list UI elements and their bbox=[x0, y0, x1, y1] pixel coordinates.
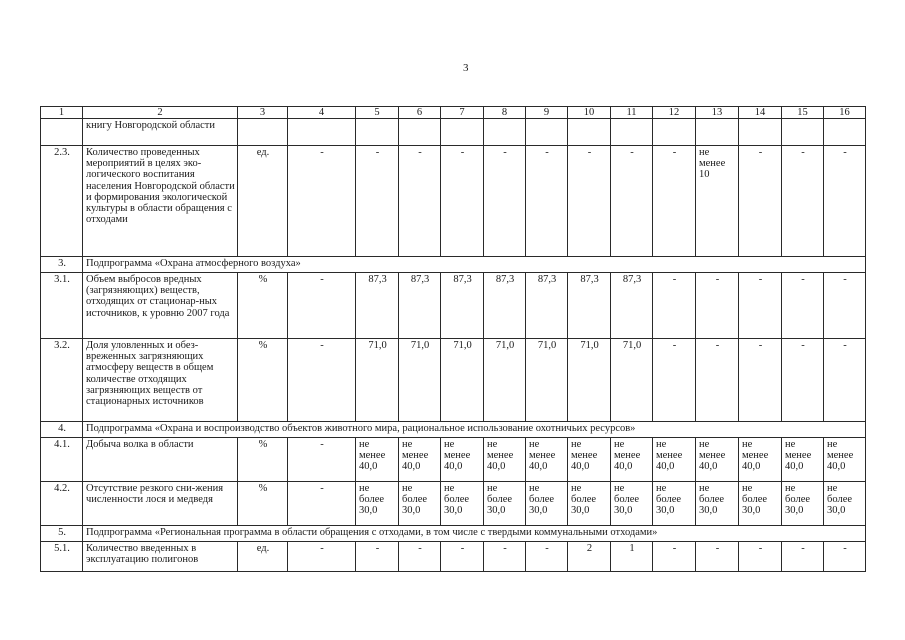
value-cell: не более 30,0 bbox=[782, 482, 824, 526]
value-cell: - bbox=[399, 146, 441, 257]
table-row bbox=[41, 482, 866, 526]
section-row bbox=[41, 257, 866, 273]
table-row bbox=[41, 119, 866, 146]
value-cell: - bbox=[611, 146, 653, 257]
value-cell bbox=[782, 119, 824, 146]
value-cell: 71,0 bbox=[356, 339, 399, 422]
value-cell: 87,3 bbox=[484, 273, 526, 339]
value-cell: 87,3 bbox=[526, 273, 568, 339]
table-row bbox=[41, 273, 866, 339]
value-cell: не более 30,0 bbox=[526, 482, 568, 526]
value-cell: - bbox=[696, 273, 739, 339]
value-cell: - bbox=[653, 542, 696, 572]
value-cell: - bbox=[696, 542, 739, 572]
value-cell: не более 30,0 bbox=[399, 482, 441, 526]
section-row bbox=[41, 422, 866, 438]
value-cell: - bbox=[782, 339, 824, 422]
indicator-name: Количество проведенных мероприятий в целях эко-логического воспитания населения Новгородской области и формирования экологической культуры в области обращения с отходами bbox=[83, 146, 238, 257]
section-row bbox=[41, 526, 866, 542]
unit-cell: ед. bbox=[238, 146, 288, 257]
value-cell: - bbox=[696, 339, 739, 422]
value-cell: - bbox=[653, 273, 696, 339]
unit-cell bbox=[238, 119, 288, 146]
row-number: 4.2. bbox=[41, 482, 83, 526]
value-cell: не менее 40,0 bbox=[739, 438, 782, 482]
value-cell: - bbox=[568, 146, 611, 257]
column-number: 13 bbox=[696, 107, 739, 119]
value-cell: не более 30,0 bbox=[484, 482, 526, 526]
value-cell: не более 30,0 bbox=[653, 482, 696, 526]
header-row bbox=[41, 107, 866, 119]
indicator-name: Количество введенных в эксплуатацию полигонов bbox=[83, 542, 238, 572]
value-cell: не менее 40,0 bbox=[526, 438, 568, 482]
column-number: 11 bbox=[611, 107, 653, 119]
column-number: 10 bbox=[568, 107, 611, 119]
table-row bbox=[41, 146, 866, 257]
unit-cell: % bbox=[238, 482, 288, 526]
value-cell: - bbox=[782, 542, 824, 572]
column-number: 9 bbox=[526, 107, 568, 119]
value-cell bbox=[288, 119, 356, 146]
value-cell: не более 30,0 bbox=[611, 482, 653, 526]
value-cell: - bbox=[782, 273, 824, 339]
row-number: 3.2. bbox=[41, 339, 83, 422]
value-cell: не менее 40,0 bbox=[568, 438, 611, 482]
value-cell bbox=[399, 119, 441, 146]
value-cell: - bbox=[824, 542, 866, 572]
value-cell: не менее 40,0 bbox=[399, 438, 441, 482]
value-cell: - bbox=[739, 273, 782, 339]
indicator-name: книгу Новгородской области bbox=[83, 119, 238, 146]
table-row bbox=[41, 339, 866, 422]
value-cell: не менее 40,0 bbox=[696, 438, 739, 482]
value-cell: 87,3 bbox=[441, 273, 484, 339]
section-title: Подпрограмма «Охрана и воспроизводство объектов животного мира, рациональное использование охотничьих ресурсов» bbox=[83, 422, 866, 438]
value-cell: - bbox=[441, 146, 484, 257]
section-title: Подпрограмма «Охрана атмосферного воздуха» bbox=[83, 257, 866, 273]
value-cell: 87,3 bbox=[568, 273, 611, 339]
value-cell: - bbox=[288, 482, 356, 526]
column-number: 16 bbox=[824, 107, 866, 119]
value-cell: не менее 40,0 bbox=[611, 438, 653, 482]
column-number: 14 bbox=[739, 107, 782, 119]
value-cell: не менее 40,0 bbox=[484, 438, 526, 482]
value-cell: не более 30,0 bbox=[739, 482, 782, 526]
value-cell bbox=[824, 119, 866, 146]
value-cell: 71,0 bbox=[611, 339, 653, 422]
column-number: 1 bbox=[41, 107, 83, 119]
column-number: 6 bbox=[399, 107, 441, 119]
indicator-name: Добыча волка в области bbox=[83, 438, 238, 482]
value-cell: не менее 40,0 bbox=[356, 438, 399, 482]
value-cell: - bbox=[526, 542, 568, 572]
value-cell: 71,0 bbox=[526, 339, 568, 422]
value-cell: - bbox=[288, 146, 356, 257]
value-cell: - bbox=[782, 146, 824, 257]
column-number: 7 bbox=[441, 107, 484, 119]
value-cell: не более 30,0 bbox=[696, 482, 739, 526]
unit-cell: % bbox=[238, 339, 288, 422]
column-number: 2 bbox=[83, 107, 238, 119]
value-cell bbox=[739, 119, 782, 146]
value-cell: - bbox=[288, 339, 356, 422]
column-number: 8 bbox=[484, 107, 526, 119]
value-cell: не более 30,0 bbox=[568, 482, 611, 526]
unit-cell: ед. bbox=[238, 542, 288, 572]
value-cell: не более 30,0 bbox=[441, 482, 484, 526]
value-cell: не менее 10 bbox=[696, 146, 739, 257]
value-cell: 87,3 bbox=[611, 273, 653, 339]
value-cell: - bbox=[824, 273, 866, 339]
value-cell: 87,3 bbox=[356, 273, 399, 339]
value-cell: - bbox=[356, 146, 399, 257]
row-number: 2.3. bbox=[41, 146, 83, 257]
value-cell: - bbox=[653, 146, 696, 257]
table-row bbox=[41, 438, 866, 482]
value-cell: - bbox=[526, 146, 568, 257]
value-cell: 71,0 bbox=[484, 339, 526, 422]
unit-cell: % bbox=[238, 273, 288, 339]
indicators-table bbox=[40, 106, 866, 572]
column-number: 4 bbox=[288, 107, 356, 119]
row-number bbox=[41, 119, 83, 146]
value-cell: - bbox=[824, 146, 866, 257]
column-number: 3 bbox=[238, 107, 288, 119]
value-cell: - bbox=[356, 542, 399, 572]
value-cell: - bbox=[288, 438, 356, 482]
page-number: 3 bbox=[463, 62, 469, 74]
indicator-name: Доля уловленных и обез-вреженных загрязняющих атмосферу веществ в общем количестве отходящих загрязняющих веществ от стационарных источников bbox=[83, 339, 238, 422]
value-cell: не более 30,0 bbox=[356, 482, 399, 526]
value-cell: 71,0 bbox=[399, 339, 441, 422]
value-cell bbox=[568, 119, 611, 146]
value-cell: - bbox=[484, 542, 526, 572]
value-cell bbox=[696, 119, 739, 146]
value-cell bbox=[611, 119, 653, 146]
row-number: 4.1. bbox=[41, 438, 83, 482]
value-cell: 71,0 bbox=[568, 339, 611, 422]
value-cell: - bbox=[739, 542, 782, 572]
value-cell: - bbox=[288, 273, 356, 339]
value-cell bbox=[484, 119, 526, 146]
value-cell bbox=[526, 119, 568, 146]
value-cell: - bbox=[653, 339, 696, 422]
value-cell: - bbox=[739, 339, 782, 422]
value-cell: 87,3 bbox=[399, 273, 441, 339]
row-number: 3.1. bbox=[41, 273, 83, 339]
value-cell: - bbox=[824, 339, 866, 422]
value-cell: 2 bbox=[568, 542, 611, 572]
indicator-name: Объем выбросов вредных (загрязняющих) веществ, отходящих от стационар-ных источников, к уровню 2007 года bbox=[83, 273, 238, 339]
value-cell: - bbox=[739, 146, 782, 257]
value-cell: - bbox=[484, 146, 526, 257]
section-number: 4. bbox=[41, 422, 83, 438]
indicator-name: Отсутствие резкого сни-жения численности лося и медведя bbox=[83, 482, 238, 526]
value-cell: 71,0 bbox=[441, 339, 484, 422]
value-cell: не менее 40,0 bbox=[824, 438, 866, 482]
value-cell: - bbox=[399, 542, 441, 572]
section-title: Подпрограмма «Региональная программа в области обращения с отходами, в том числе с твердыми коммунальными отходами» bbox=[83, 526, 866, 542]
value-cell: 1 bbox=[611, 542, 653, 572]
value-cell bbox=[356, 119, 399, 146]
table-row bbox=[41, 542, 866, 572]
section-number: 3. bbox=[41, 257, 83, 273]
value-cell bbox=[441, 119, 484, 146]
value-cell: не менее 40,0 bbox=[782, 438, 824, 482]
column-number: 12 bbox=[653, 107, 696, 119]
value-cell: - bbox=[441, 542, 484, 572]
column-number: 5 bbox=[356, 107, 399, 119]
unit-cell: % bbox=[238, 438, 288, 482]
value-cell bbox=[653, 119, 696, 146]
value-cell: не менее 40,0 bbox=[441, 438, 484, 482]
value-cell: - bbox=[288, 542, 356, 572]
row-number: 5.1. bbox=[41, 542, 83, 572]
value-cell: не более 30,0 bbox=[824, 482, 866, 526]
section-number: 5. bbox=[41, 526, 83, 542]
value-cell: не менее 40,0 bbox=[653, 438, 696, 482]
column-number: 15 bbox=[782, 107, 824, 119]
